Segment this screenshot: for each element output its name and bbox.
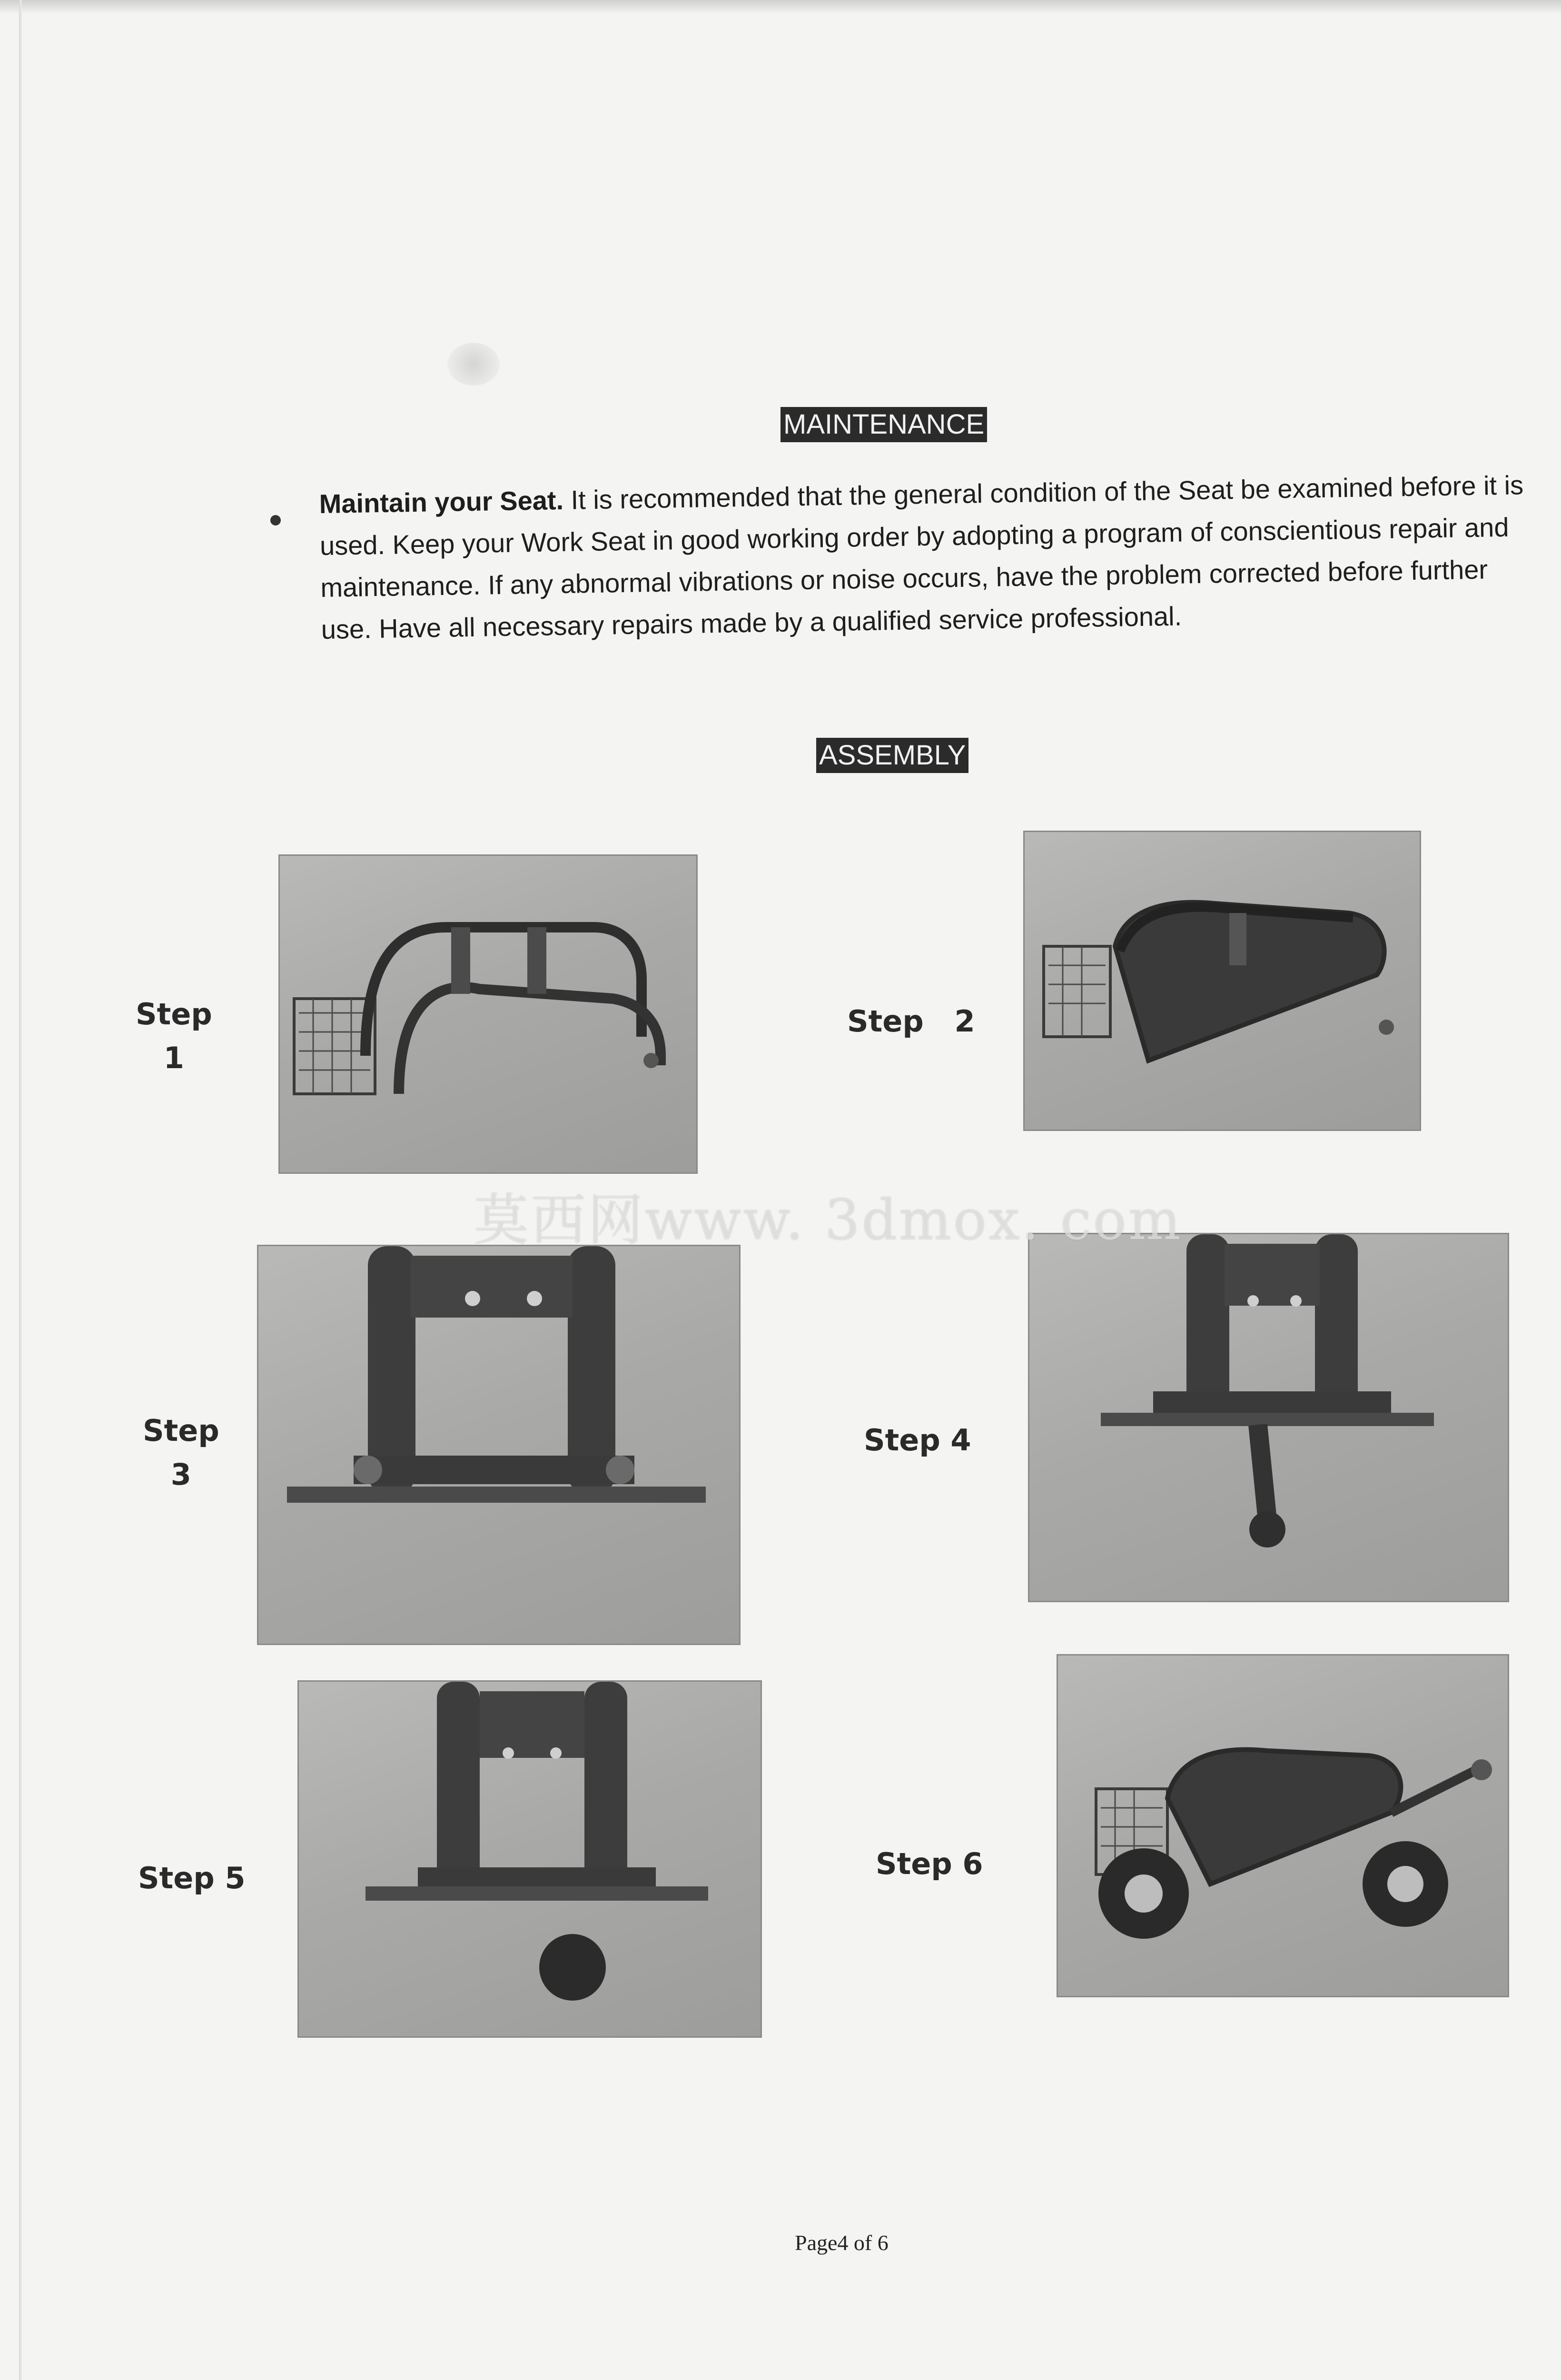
scan-smudge: [447, 343, 500, 386]
step-number: 2: [954, 1004, 975, 1039]
step-number: 4: [950, 1423, 971, 1458]
step-5-photo: [297, 1680, 762, 2038]
bullet-dot: [270, 515, 281, 526]
step-word: Step: [138, 1861, 215, 1895]
step-2-label: [847, 1000, 975, 1043]
step-number: 6: [962, 1846, 983, 1881]
step-6-photo: [1057, 1654, 1509, 1997]
maintenance-body: It is recommended that the general condition of the Seat be examined before it is used. Keep your Work Seat in good working order by adopting a program of conscientious repair and maintenance. If any abnormal vibrations or noise occurs, have the problem corrected before further use. Have all necessary repairs made by a qualified service professional.: [319, 470, 1524, 645]
watermark: 莫西网www. 3dmox. com: [474, 1188, 1183, 1252]
scan-top-shadow: [0, 0, 1561, 14]
step-number: 1: [163, 1041, 184, 1075]
step-4-photo: [1028, 1233, 1509, 1602]
step-1-label: [136, 992, 212, 1080]
page-number: Page4 of 6: [795, 2231, 889, 2255]
step-5-label: [138, 1856, 245, 1900]
step-3-label: [143, 1409, 219, 1497]
step-word: Step: [136, 997, 212, 1031]
step-word: Step: [847, 1004, 924, 1039]
step-4-label: [864, 1418, 971, 1462]
step-2-photo: [1023, 831, 1421, 1131]
maintenance-lead: Maintain your Seat.: [319, 485, 564, 519]
scan-page-edge: [19, 0, 22, 2380]
step-3-photo: [257, 1245, 741, 1645]
step-1-photo: [278, 854, 698, 1174]
step-6-label: [876, 1842, 983, 1886]
step-word: Step: [143, 1413, 219, 1448]
step-number: 5: [225, 1861, 246, 1895]
step-number: 3: [170, 1457, 191, 1492]
maintenance-heading: MAINTENANCE: [780, 407, 987, 442]
step-word: Step: [876, 1846, 952, 1881]
assembly-heading: ASSEMBLY: [816, 738, 968, 773]
step-word: Step: [864, 1423, 940, 1458]
maintenance-paragraph: [319, 464, 1540, 651]
